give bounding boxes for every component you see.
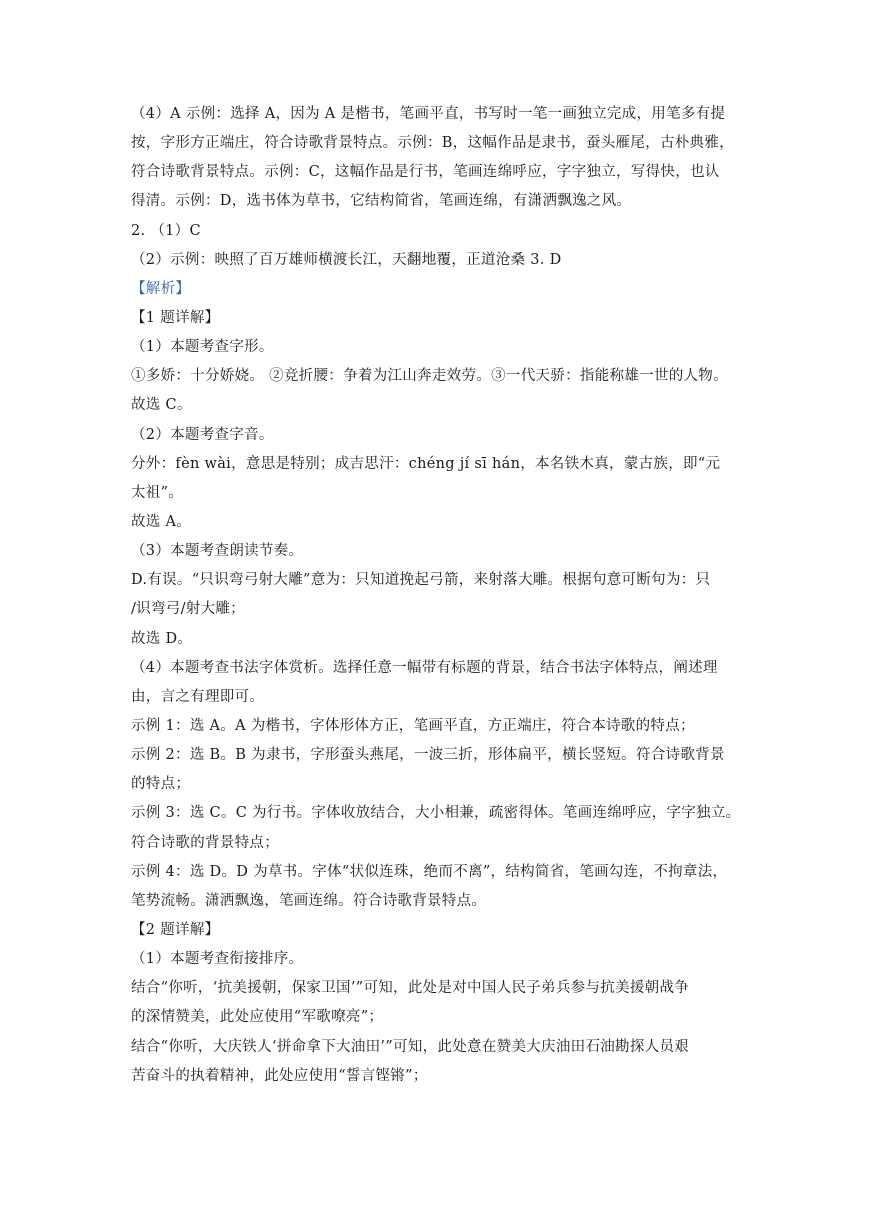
explanation-line: 笔势流畅。潇洒飘逸，笔画连绵。符合诗歌背景特点。: [131, 893, 487, 909]
explanation-line: 故选 D。: [131, 631, 193, 647]
explanation-line: 结合“你听，‘抗美援朝，保家卫国’”可知，此处是对中国人民子弟兵参与抗美援朝战争: [131, 980, 690, 996]
explanation-line: 示例 2：选 B。B 为隶书，字形蚕头燕尾，一波三折，形体扁平，横长竖短。符合诗歌背景: [131, 747, 725, 763]
explanation-line: 示例 3：选 C。C 为行书。字体收放结合，大小相兼，疏密得体。笔画连绵呼应，字字独立。: [131, 805, 741, 821]
explanation-line: 的深情赞美，此处应使用“军歌嘹亮”；: [131, 1009, 384, 1025]
analysis-heading: 【解析】: [131, 281, 191, 297]
section-heading: 【1 题详解】: [131, 310, 220, 326]
explanation-line: /识弯弓/射大雕；: [131, 601, 245, 617]
explanation-line: 故选 A。: [131, 514, 192, 530]
explanation-line: 太祖”。: [131, 485, 184, 501]
answer-line: 符合诗歌背景特点。示例：C，这幅作品是行书，笔画连绵呼应，字字独立，写得快，也认: [131, 164, 720, 180]
explanation-line: ①多娇：十分娇娆。 ②竞折腰：争着为江山奔走效劳。③一代天骄：指能称雄一世的人物。: [131, 368, 728, 384]
answer-line: 2. （1）C: [131, 223, 201, 239]
explanation-line: 故选 C。: [131, 397, 192, 413]
answer-line: 按，字形方正端庄，符合诗歌背景特点。示例：B，这幅作品是隶书，蚕头雁尾，古朴典雅，: [131, 135, 734, 151]
answer-line: （4）A 示例：选择 A，因为 A 是楷书，笔画平直，书写时一笔一画独立完成，用笔多有提: [131, 106, 726, 122]
answer-line: （2）示例：映照了百万雄师横渡长江，天翻地覆，正道沧桑 3. D: [131, 252, 562, 268]
explanation-line: 分外：fèn wài，意思是特别；成吉思汗：chéng jí sī hán，本名铁木真，蒙古族，即“元: [131, 456, 721, 472]
section-heading: 【2 题详解】: [131, 922, 220, 938]
explanation-line: （4）本题考查书法字体赏析。选择任意一幅带有标题的背景，结合书法字体特点，阐述理: [131, 660, 718, 676]
explanation-line: 结合“你听，大庆铁人‘拼命拿下大油田’”可知，此处意在赞美大庆油田石油勘探人员艰: [131, 1039, 690, 1055]
explanation-line: （2）本题考查字音。: [131, 427, 274, 443]
explanation-line: 苦奋斗的执着精神，此处应使用“誓言铿锵”；: [131, 1068, 428, 1084]
explanation-line: （1）本题考查字形。: [131, 339, 274, 355]
explanation-line: 由，言之有理即可。: [131, 689, 265, 705]
explanation-line: （3）本题考查朗读节奏。: [131, 543, 304, 559]
explanation-line: 的特点；: [131, 776, 191, 792]
explanation-line: 符合诗歌的背景特点；: [131, 835, 279, 851]
answer-line: 得清。示例：D，选书体为草书，它结构简省，笔画连绵，有潇洒飘逸之风。: [131, 193, 632, 209]
explanation-line: 示例 4：选 D。D 为草书。字体“状似连珠，绝而不离”，结构简省，笔画勾连，不拘章法，: [131, 864, 728, 880]
explanation-line: 示例 1：选 A。A 为楷书，字体形体方正，笔画平直，方正端庄，符合本诗歌的特点；: [131, 718, 695, 734]
explanation-line: D.有误。“只识弯弓射大雕”意为：只知道挽起弓箭，来射落大雕。根据句意可断句为：只: [131, 572, 711, 588]
explanation-line: （1）本题考查衔接排序。: [131, 951, 304, 967]
